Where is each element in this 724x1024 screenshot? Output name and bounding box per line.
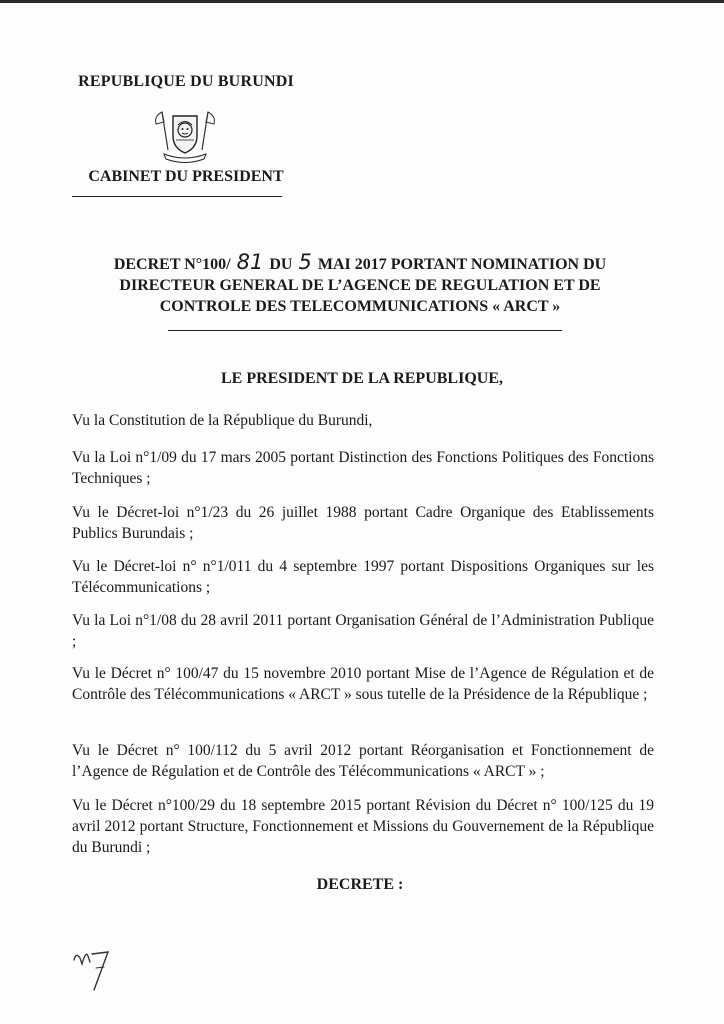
consideration-paragraph: Vu le Décret-loi n° n°1/011 du 4 septembre 1997 portant Dispositions Organiques sur les Télécommunications ; [72, 558, 654, 596]
header-divider [72, 196, 282, 197]
decrete-heading: DECRETE : [316, 876, 404, 893]
title-divider [168, 330, 562, 331]
consideration-paragraph: Vu la Constitution de la République du Burundi, [72, 412, 373, 429]
scan-top-edge [0, 0, 724, 3]
decree-du: DU [269, 256, 293, 273]
cabinet-header: CABINET DU PRESIDENT [88, 168, 284, 185]
consideration-paragraph: Vu la Loi n°1/08 du 28 avril 2011 portant Organisation Général de l’Administration Publique ; [72, 612, 654, 650]
decree-title [40, 252, 680, 317]
handwritten-initials [70, 942, 114, 1002]
consideration-paragraph: Vu le Décret-loi n°1/23 du 26 juillet 1988 portant Cadre Organique des Etablissements Publics Burundais ; [72, 504, 654, 542]
decree-title-line-2: DIRECTEUR GENERAL DE L’AGENCE DE REGULATION ET DE [119, 277, 601, 294]
decree-day-handwritten: 5 [298, 250, 312, 274]
consideration-paragraph: Vu le Décret n°100/29 du 18 septembre 2015 portant Révision du Décret n° 100/125 du 19 avril 2012 portant Structure, Fonctionnement et Missions du Gouvernement de la République du Burundi ; [72, 797, 654, 856]
coat-of-arms-icon [150, 106, 220, 164]
decree-prefix: DECRET N°100/ [113, 256, 231, 273]
decree-title-line-1-rest: MAI 2017 PORTANT NOMINATION DU [317, 256, 607, 273]
consideration-paragraph: Vu le Décret n° 100/112 du 5 avril 2012 portant Réorganisation et Fonctionnement de l’Agence de Régulation et de Contrôle des Télécommunications « ARCT » ; [72, 742, 654, 780]
president-heading: LE PRESIDENT DE LA REPUBLIQUE, [221, 370, 503, 387]
decree-title-line-3: CONTROLE DES TELECOMMUNICATIONS « ARCT » [159, 298, 561, 315]
consideration-paragraph: Vu la Loi n°1/09 du 17 mars 2005 portant Distinction des Fonctions Politiques des Fonctions Techniques ; [72, 449, 654, 487]
decree-number-handwritten: 81 [236, 250, 264, 274]
consideration-paragraph: Vu le Décret n° 100/47 du 15 novembre 2010 portant Mise de l’Agence de Régulation et de Contrôle des Télécommunications « ARCT » sous tutelle de la Présidence de la République ; [72, 665, 654, 703]
republic-header: REPUBLIQUE DU BURUNDI [78, 73, 294, 90]
decree-title-line-1 [40, 252, 680, 275]
